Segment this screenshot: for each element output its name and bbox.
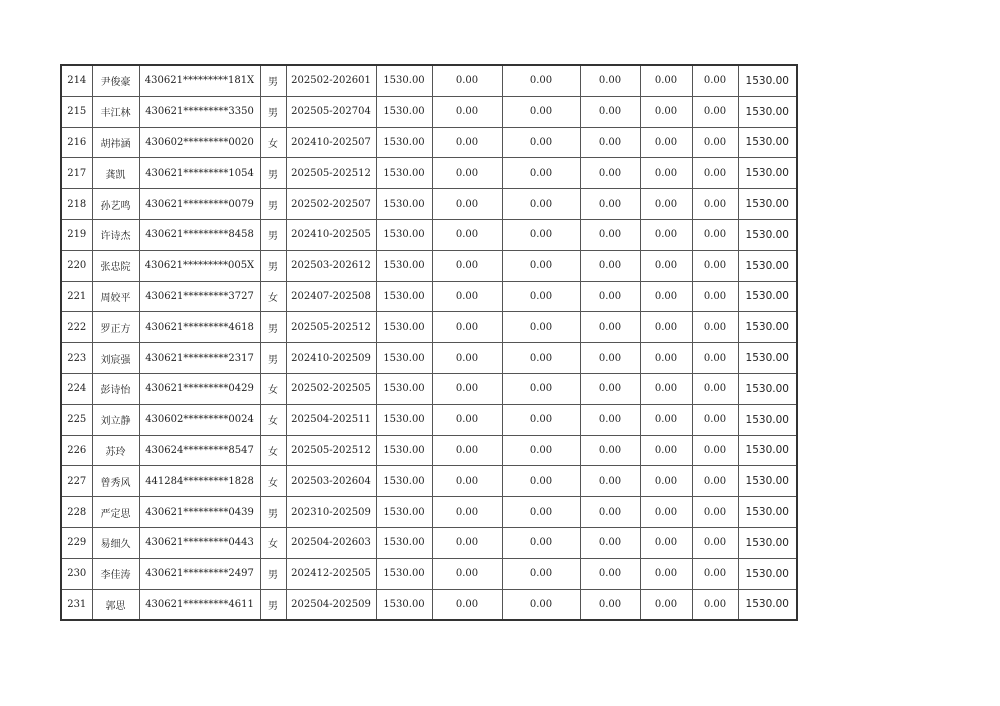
cell-row-number: 224 bbox=[61, 373, 92, 404]
cell-name: 张忠院 bbox=[92, 250, 139, 281]
cell-amount-5: 0.00 bbox=[640, 497, 692, 528]
cell-total: 1530.00 bbox=[738, 127, 797, 158]
cell-period: 202504-202603 bbox=[286, 527, 376, 558]
cell-amount-3: 0.00 bbox=[502, 158, 580, 189]
table-row bbox=[61, 589, 797, 620]
cell-amount-3: 0.00 bbox=[502, 373, 580, 404]
table-row bbox=[61, 96, 797, 127]
cell-amount-6: 0.00 bbox=[692, 219, 738, 250]
cell-amount-5: 0.00 bbox=[640, 558, 692, 589]
cell-amount-2: 0.00 bbox=[432, 404, 502, 435]
cell-amount-5: 0.00 bbox=[640, 219, 692, 250]
cell-amount-3: 0.00 bbox=[502, 589, 580, 620]
cell-amount-6: 0.00 bbox=[692, 466, 738, 497]
cell-amount-6: 0.00 bbox=[692, 497, 738, 528]
cell-amount-6: 0.00 bbox=[692, 404, 738, 435]
cell-amount-1: 1530.00 bbox=[376, 65, 432, 96]
cell-amount-1: 1530.00 bbox=[376, 189, 432, 220]
cell-amount-1: 1530.00 bbox=[376, 373, 432, 404]
cell-amount-2: 0.00 bbox=[432, 189, 502, 220]
cell-amount-2: 0.00 bbox=[432, 65, 502, 96]
cell-amount-3: 0.00 bbox=[502, 189, 580, 220]
cell-period: 202410-202505 bbox=[286, 219, 376, 250]
cell-total: 1530.00 bbox=[738, 158, 797, 189]
cell-amount-4: 0.00 bbox=[580, 497, 640, 528]
cell-row-number: 221 bbox=[61, 281, 92, 312]
cell-amount-5: 0.00 bbox=[640, 404, 692, 435]
cell-row-number: 225 bbox=[61, 404, 92, 435]
cell-name: 曾秀风 bbox=[92, 466, 139, 497]
cell-row-number: 223 bbox=[61, 343, 92, 374]
cell-name: 罗正方 bbox=[92, 312, 139, 343]
cell-amount-1: 1530.00 bbox=[376, 343, 432, 374]
cell-amount-2: 0.00 bbox=[432, 466, 502, 497]
cell-name: 许诗杰 bbox=[92, 219, 139, 250]
cell-amount-3: 0.00 bbox=[502, 497, 580, 528]
cell-gender: 男 bbox=[260, 219, 286, 250]
cell-total: 1530.00 bbox=[738, 281, 797, 312]
cell-amount-2: 0.00 bbox=[432, 558, 502, 589]
cell-total: 1530.00 bbox=[738, 96, 797, 127]
cell-gender: 男 bbox=[260, 589, 286, 620]
cell-row-number: 228 bbox=[61, 497, 92, 528]
cell-amount-3: 0.00 bbox=[502, 65, 580, 96]
cell-gender: 男 bbox=[260, 96, 286, 127]
table-row bbox=[61, 65, 797, 96]
cell-total: 1530.00 bbox=[738, 527, 797, 558]
cell-gender: 女 bbox=[260, 466, 286, 497]
cell-amount-6: 0.00 bbox=[692, 281, 738, 312]
cell-id-number: 441284*********1828 bbox=[139, 466, 260, 497]
table-row bbox=[61, 558, 797, 589]
cell-amount-6: 0.00 bbox=[692, 65, 738, 96]
cell-amount-3: 0.00 bbox=[502, 343, 580, 374]
cell-amount-2: 0.00 bbox=[432, 527, 502, 558]
cell-name: 易细久 bbox=[92, 527, 139, 558]
cell-amount-3: 0.00 bbox=[502, 96, 580, 127]
cell-id-number: 430621*********0429 bbox=[139, 373, 260, 404]
cell-row-number: 215 bbox=[61, 96, 92, 127]
cell-id-number: 430621*********0079 bbox=[139, 189, 260, 220]
cell-name: 李佳涛 bbox=[92, 558, 139, 589]
roster-body bbox=[61, 65, 797, 620]
cell-row-number: 226 bbox=[61, 435, 92, 466]
cell-amount-3: 0.00 bbox=[502, 312, 580, 343]
cell-period: 202310-202509 bbox=[286, 497, 376, 528]
cell-amount-6: 0.00 bbox=[692, 373, 738, 404]
cell-total: 1530.00 bbox=[738, 373, 797, 404]
cell-amount-5: 0.00 bbox=[640, 466, 692, 497]
cell-name: 郭思 bbox=[92, 589, 139, 620]
cell-id-number: 430621*********181X bbox=[139, 65, 260, 96]
cell-amount-3: 0.00 bbox=[502, 435, 580, 466]
cell-amount-2: 0.00 bbox=[432, 343, 502, 374]
cell-amount-4: 0.00 bbox=[580, 373, 640, 404]
cell-amount-1: 1530.00 bbox=[376, 96, 432, 127]
cell-amount-6: 0.00 bbox=[692, 312, 738, 343]
cell-name: 刘立静 bbox=[92, 404, 139, 435]
cell-amount-3: 0.00 bbox=[502, 404, 580, 435]
cell-amount-5: 0.00 bbox=[640, 312, 692, 343]
cell-amount-2: 0.00 bbox=[432, 589, 502, 620]
cell-amount-2: 0.00 bbox=[432, 373, 502, 404]
cell-amount-6: 0.00 bbox=[692, 189, 738, 220]
cell-total: 1530.00 bbox=[738, 189, 797, 220]
cell-gender: 女 bbox=[260, 373, 286, 404]
cell-total: 1530.00 bbox=[738, 466, 797, 497]
cell-name: 刘宸强 bbox=[92, 343, 139, 374]
cell-gender: 女 bbox=[260, 281, 286, 312]
cell-gender: 男 bbox=[260, 558, 286, 589]
table-row bbox=[61, 158, 797, 189]
cell-amount-1: 1530.00 bbox=[376, 404, 432, 435]
table-row bbox=[61, 373, 797, 404]
cell-period: 202503-202612 bbox=[286, 250, 376, 281]
cell-amount-4: 0.00 bbox=[580, 404, 640, 435]
cell-amount-6: 0.00 bbox=[692, 127, 738, 158]
cell-amount-4: 0.00 bbox=[580, 435, 640, 466]
cell-amount-4: 0.00 bbox=[580, 466, 640, 497]
cell-amount-6: 0.00 bbox=[692, 158, 738, 189]
cell-gender: 男 bbox=[260, 343, 286, 374]
cell-id-number: 430621*********4618 bbox=[139, 312, 260, 343]
cell-row-number: 230 bbox=[61, 558, 92, 589]
table-row bbox=[61, 312, 797, 343]
cell-amount-3: 0.00 bbox=[502, 527, 580, 558]
cell-amount-5: 0.00 bbox=[640, 96, 692, 127]
cell-amount-2: 0.00 bbox=[432, 250, 502, 281]
cell-amount-1: 1530.00 bbox=[376, 312, 432, 343]
cell-period: 202502-202505 bbox=[286, 373, 376, 404]
cell-total: 1530.00 bbox=[738, 343, 797, 374]
cell-name: 孙艺鸣 bbox=[92, 189, 139, 220]
cell-name: 胡祎涵 bbox=[92, 127, 139, 158]
cell-amount-3: 0.00 bbox=[502, 281, 580, 312]
cell-gender: 女 bbox=[260, 435, 286, 466]
cell-gender: 男 bbox=[260, 189, 286, 220]
cell-amount-5: 0.00 bbox=[640, 589, 692, 620]
cell-id-number: 430621*********2317 bbox=[139, 343, 260, 374]
cell-amount-1: 1530.00 bbox=[376, 158, 432, 189]
cell-amount-4: 0.00 bbox=[580, 589, 640, 620]
cell-total: 1530.00 bbox=[738, 65, 797, 96]
cell-total: 1530.00 bbox=[738, 435, 797, 466]
cell-id-number: 430621*********8458 bbox=[139, 219, 260, 250]
table-row bbox=[61, 343, 797, 374]
cell-id-number: 430621*********3727 bbox=[139, 281, 260, 312]
cell-amount-2: 0.00 bbox=[432, 219, 502, 250]
cell-amount-5: 0.00 bbox=[640, 435, 692, 466]
cell-id-number: 430621*********2497 bbox=[139, 558, 260, 589]
cell-row-number: 231 bbox=[61, 589, 92, 620]
cell-period: 202504-202509 bbox=[286, 589, 376, 620]
cell-amount-1: 1530.00 bbox=[376, 589, 432, 620]
cell-period: 202505-202512 bbox=[286, 435, 376, 466]
cell-amount-3: 0.00 bbox=[502, 250, 580, 281]
cell-amount-5: 0.00 bbox=[640, 158, 692, 189]
cell-amount-4: 0.00 bbox=[580, 558, 640, 589]
cell-id-number: 430621*********4611 bbox=[139, 589, 260, 620]
cell-id-number: 430621*********1054 bbox=[139, 158, 260, 189]
cell-period: 202505-202704 bbox=[286, 96, 376, 127]
cell-amount-1: 1530.00 bbox=[376, 281, 432, 312]
cell-row-number: 216 bbox=[61, 127, 92, 158]
cell-amount-6: 0.00 bbox=[692, 96, 738, 127]
cell-row-number: 220 bbox=[61, 250, 92, 281]
cell-name: 苏玲 bbox=[92, 435, 139, 466]
cell-name: 严定思 bbox=[92, 497, 139, 528]
cell-amount-5: 0.00 bbox=[640, 65, 692, 96]
cell-id-number: 430621*********005X bbox=[139, 250, 260, 281]
cell-amount-1: 1530.00 bbox=[376, 466, 432, 497]
cell-period: 202410-202507 bbox=[286, 127, 376, 158]
cell-amount-4: 0.00 bbox=[580, 281, 640, 312]
table-row bbox=[61, 404, 797, 435]
cell-period: 202505-202512 bbox=[286, 312, 376, 343]
cell-amount-3: 0.00 bbox=[502, 219, 580, 250]
cell-name: 周姣平 bbox=[92, 281, 139, 312]
cell-period: 202407-202508 bbox=[286, 281, 376, 312]
cell-amount-5: 0.00 bbox=[640, 373, 692, 404]
cell-amount-4: 0.00 bbox=[580, 96, 640, 127]
cell-period: 202502-202507 bbox=[286, 189, 376, 220]
cell-amount-2: 0.00 bbox=[432, 281, 502, 312]
cell-amount-4: 0.00 bbox=[580, 343, 640, 374]
cell-amount-4: 0.00 bbox=[580, 65, 640, 96]
table-row bbox=[61, 127, 797, 158]
cell-id-number: 430602*********0024 bbox=[139, 404, 260, 435]
cell-amount-6: 0.00 bbox=[692, 435, 738, 466]
cell-total: 1530.00 bbox=[738, 558, 797, 589]
cell-id-number: 430621*********0443 bbox=[139, 527, 260, 558]
cell-amount-1: 1530.00 bbox=[376, 219, 432, 250]
cell-name: 尹俊豪 bbox=[92, 65, 139, 96]
cell-amount-6: 0.00 bbox=[692, 558, 738, 589]
cell-amount-4: 0.00 bbox=[580, 189, 640, 220]
cell-amount-1: 1530.00 bbox=[376, 250, 432, 281]
table-row bbox=[61, 497, 797, 528]
cell-amount-5: 0.00 bbox=[640, 343, 692, 374]
cell-amount-4: 0.00 bbox=[580, 250, 640, 281]
cell-amount-5: 0.00 bbox=[640, 250, 692, 281]
cell-name: 丰江林 bbox=[92, 96, 139, 127]
cell-amount-2: 0.00 bbox=[432, 96, 502, 127]
cell-row-number: 219 bbox=[61, 219, 92, 250]
cell-gender: 男 bbox=[260, 497, 286, 528]
table-row bbox=[61, 219, 797, 250]
cell-amount-5: 0.00 bbox=[640, 527, 692, 558]
cell-row-number: 227 bbox=[61, 466, 92, 497]
table-row bbox=[61, 466, 797, 497]
cell-gender: 男 bbox=[260, 312, 286, 343]
table-row bbox=[61, 250, 797, 281]
cell-total: 1530.00 bbox=[738, 312, 797, 343]
cell-amount-1: 1530.00 bbox=[376, 127, 432, 158]
cell-row-number: 222 bbox=[61, 312, 92, 343]
table-row bbox=[61, 527, 797, 558]
cell-amount-6: 0.00 bbox=[692, 250, 738, 281]
cell-row-number: 217 bbox=[61, 158, 92, 189]
cell-name: 彭诗怡 bbox=[92, 373, 139, 404]
cell-amount-4: 0.00 bbox=[580, 219, 640, 250]
cell-gender: 男 bbox=[260, 250, 286, 281]
cell-amount-4: 0.00 bbox=[580, 127, 640, 158]
cell-amount-4: 0.00 bbox=[580, 527, 640, 558]
cell-gender: 女 bbox=[260, 404, 286, 435]
cell-amount-3: 0.00 bbox=[502, 466, 580, 497]
cell-amount-6: 0.00 bbox=[692, 343, 738, 374]
cell-row-number: 229 bbox=[61, 527, 92, 558]
roster-table bbox=[60, 64, 798, 621]
cell-total: 1530.00 bbox=[738, 404, 797, 435]
cell-amount-2: 0.00 bbox=[432, 127, 502, 158]
table-row bbox=[61, 189, 797, 220]
cell-amount-2: 0.00 bbox=[432, 158, 502, 189]
cell-gender: 女 bbox=[260, 127, 286, 158]
cell-amount-5: 0.00 bbox=[640, 281, 692, 312]
cell-amount-3: 0.00 bbox=[502, 127, 580, 158]
cell-total: 1530.00 bbox=[738, 589, 797, 620]
cell-id-number: 430621*********3350 bbox=[139, 96, 260, 127]
cell-id-number: 430621*********0439 bbox=[139, 497, 260, 528]
table-row bbox=[61, 281, 797, 312]
cell-total: 1530.00 bbox=[738, 497, 797, 528]
cell-total: 1530.00 bbox=[738, 219, 797, 250]
cell-period: 202505-202512 bbox=[286, 158, 376, 189]
cell-amount-2: 0.00 bbox=[432, 435, 502, 466]
cell-amount-5: 0.00 bbox=[640, 127, 692, 158]
cell-amount-6: 0.00 bbox=[692, 589, 738, 620]
cell-total: 1530.00 bbox=[738, 250, 797, 281]
cell-row-number: 218 bbox=[61, 189, 92, 220]
cell-amount-4: 0.00 bbox=[580, 158, 640, 189]
cell-amount-3: 0.00 bbox=[502, 558, 580, 589]
cell-amount-2: 0.00 bbox=[432, 497, 502, 528]
cell-amount-4: 0.00 bbox=[580, 312, 640, 343]
cell-amount-2: 0.00 bbox=[432, 312, 502, 343]
cell-gender: 男 bbox=[260, 158, 286, 189]
cell-gender: 女 bbox=[260, 527, 286, 558]
cell-period: 202503-202604 bbox=[286, 466, 376, 497]
cell-amount-5: 0.00 bbox=[640, 189, 692, 220]
cell-period: 202502-202601 bbox=[286, 65, 376, 96]
cell-name: 龚凯 bbox=[92, 158, 139, 189]
cell-gender: 男 bbox=[260, 65, 286, 96]
cell-period: 202410-202509 bbox=[286, 343, 376, 374]
table-row bbox=[61, 435, 797, 466]
cell-period: 202412-202505 bbox=[286, 558, 376, 589]
cell-amount-1: 1530.00 bbox=[376, 497, 432, 528]
cell-id-number: 430624*********8547 bbox=[139, 435, 260, 466]
cell-row-number: 214 bbox=[61, 65, 92, 96]
cell-amount-6: 0.00 bbox=[692, 527, 738, 558]
cell-id-number: 430602*********0020 bbox=[139, 127, 260, 158]
cell-amount-1: 1530.00 bbox=[376, 435, 432, 466]
cell-amount-1: 1530.00 bbox=[376, 527, 432, 558]
cell-period: 202504-202511 bbox=[286, 404, 376, 435]
cell-amount-1: 1530.00 bbox=[376, 558, 432, 589]
